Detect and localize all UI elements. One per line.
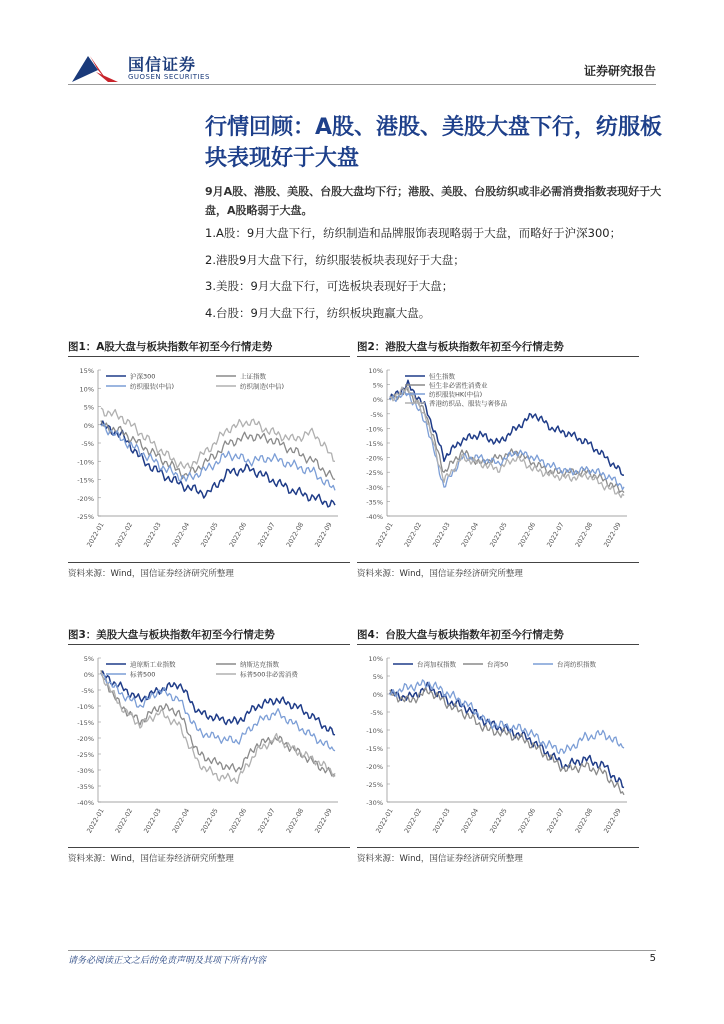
y-tick-label: -40% [77, 799, 94, 807]
y-tick-label: -35% [77, 783, 94, 791]
y-tick-label: 0% [83, 421, 94, 430]
x-tick-label: 2022-07 [545, 807, 566, 835]
x-tick-label: 2022-08 [573, 807, 595, 835]
series-line-3 [390, 680, 624, 754]
y-tick-label: 5% [83, 403, 94, 412]
y-tick-label: -25% [77, 751, 94, 759]
point-item: 3.美股：9月大盘下行，可选板块表现好于大盘； [205, 279, 454, 293]
y-tick-label: -25% [366, 469, 383, 478]
x-tick-label: 2022-04 [459, 807, 481, 835]
y-tick-label: -5% [81, 687, 94, 695]
x-tick-label: 2022-08 [284, 521, 306, 549]
x-tick-label: 2022-03 [431, 807, 452, 835]
figure-1-rule [68, 356, 350, 357]
legend-label: 台湾50 [487, 660, 509, 669]
legend-label: 标普500非必需消费 [240, 670, 298, 679]
section-title: 行情回顾：A股、港股、美股大盘下行，纺服板块表现好于大盘 [205, 115, 663, 171]
section-title-block [205, 112, 665, 174]
logo-text-cn: 国信证券 [128, 55, 197, 74]
x-tick-label: 2022-05 [199, 807, 220, 835]
x-tick-label: 2022-01 [374, 521, 395, 549]
x-tick-label: 2022-01 [374, 807, 395, 835]
x-tick-label: 2022-06 [516, 521, 538, 549]
x-tick-label: 2022-05 [199, 521, 220, 549]
figure-1-chart [68, 362, 350, 558]
x-tick-label: 2022-08 [573, 521, 595, 549]
x-tick-label: 2022-03 [142, 807, 163, 835]
y-tick-label: 10% [79, 385, 94, 394]
series-line-3 [101, 675, 335, 751]
y-tick-label: -10% [366, 425, 383, 434]
y-tick-label: -10% [77, 458, 94, 467]
y-tick-label: -30% [366, 799, 383, 807]
y-tick-label: -5% [370, 410, 383, 419]
y-tick-label: -15% [77, 476, 94, 485]
point-item: 1.A股：9月大盘下行，纺织制造和品牌服饰表现略弱于大盘，而略好于沪深300； [205, 226, 622, 240]
footer-disclaimer: 请务必阅读正文之后的免责声明及其项下所有内容 [68, 956, 267, 966]
x-tick-label: 2022-01 [85, 521, 106, 549]
y-tick-label: 5% [372, 673, 383, 681]
legend-label: 台湾加权指数 [417, 660, 456, 669]
x-tick-label: 2022-02 [113, 807, 135, 835]
y-tick-label: -20% [77, 494, 94, 503]
figure-2-source: 资料来源：Wind，国信证券经济研究所整理 [357, 569, 523, 579]
figure-2-title: 图2：港股大盘与板块指数年初至今行情走势 [357, 341, 564, 353]
legend-label: 纺织制造(中信) [240, 382, 285, 391]
x-tick-label: 2022-09 [602, 521, 623, 549]
legend-label: 标普500 [130, 670, 156, 679]
legend-label: 台湾纺织指数 [557, 660, 596, 669]
figure-3-source: 资料来源：Wind，国信证券经济研究所整理 [68, 854, 234, 864]
legend-label: 沪深300 [130, 372, 156, 381]
y-tick-label: -35% [366, 498, 383, 507]
y-tick-label: -40% [366, 513, 383, 521]
x-tick-label: 2022-04 [459, 521, 481, 549]
figure-4-title: 图4：台股大盘与板块指数年初至今行情走势 [357, 629, 564, 641]
figure-4-rule [357, 644, 639, 645]
y-tick-label: 5% [372, 381, 383, 390]
x-tick-label: 2022-06 [227, 521, 249, 549]
y-tick-label: -30% [77, 767, 94, 775]
y-tick-label: -25% [77, 513, 94, 521]
points-list [205, 225, 665, 331]
legend-label: 恒生非必需性消费业 [429, 381, 488, 390]
legend-label: 道琼斯工业指数 [130, 660, 176, 669]
x-tick-label: 2022-05 [488, 521, 509, 549]
x-tick-label: 2022-09 [313, 807, 334, 835]
x-tick-label: 2022-08 [284, 807, 306, 835]
y-tick-label: 10% [368, 655, 383, 663]
figure-3-bottom-rule [68, 847, 350, 848]
y-tick-label: -20% [366, 763, 383, 771]
footer-divider [68, 950, 656, 951]
y-tick-label: 0% [372, 691, 383, 699]
x-tick-label: 2022-09 [602, 807, 623, 835]
legend-label: 纳斯达克指数 [240, 660, 279, 669]
legend-label: 纺织服装(中信) [130, 382, 175, 391]
series-line-2 [390, 688, 624, 795]
x-tick-label: 2022-05 [488, 807, 509, 835]
header-divider [68, 84, 656, 85]
y-tick-label: -15% [366, 440, 383, 448]
y-tick-label: 0% [83, 671, 94, 679]
figure-3-chart [68, 650, 350, 844]
x-tick-label: 2022-04 [170, 521, 192, 549]
x-tick-label: 2022-03 [431, 521, 452, 549]
figure-3-title: 图3：美股大盘与板块指数年初至今行情走势 [68, 629, 275, 641]
series-line-4 [101, 408, 335, 468]
summary-text: 9月A股、港股、美股、台股大盘均下行；港股、美股、台股纺织或非必需消费指数表现好于大盘，A股略弱于大盘。 [205, 185, 662, 217]
y-tick-label: -20% [366, 454, 383, 463]
y-tick-label: -10% [77, 703, 94, 711]
figure-3-rule [68, 644, 350, 645]
y-tick-label: -5% [370, 709, 383, 717]
legend-label: 纺织服装HK(中信) [429, 390, 483, 399]
x-tick-label: 2022-09 [313, 521, 334, 549]
x-tick-label: 2022-06 [516, 807, 538, 835]
point-item: 4.台股：9月大盘下行，纺织板块跑赢大盘。 [205, 305, 431, 320]
y-tick-label: -20% [77, 735, 94, 743]
x-tick-label: 2022-02 [113, 521, 135, 549]
y-tick-label: -30% [366, 483, 383, 492]
legend-label: 恒生指数 [429, 372, 455, 381]
x-tick-label: 2022-07 [256, 807, 277, 835]
y-tick-label: -15% [366, 745, 383, 753]
series-line-4 [101, 672, 335, 783]
y-tick-label: 15% [79, 367, 94, 375]
y-tick-label: -25% [366, 781, 383, 789]
x-tick-label: 2022-02 [402, 521, 424, 549]
figure-4-bottom-rule [357, 847, 639, 848]
logo-text-en: GUOSEN SECURITIES [128, 73, 210, 81]
figure-1-source: 资料来源：Wind，国信证券经济研究所整理 [68, 569, 234, 579]
report-type-label: 证券研究报告 [583, 64, 656, 78]
x-tick-label: 2022-02 [402, 807, 424, 835]
series-line-3 [101, 424, 335, 490]
x-tick-label: 2022-07 [256, 521, 277, 549]
figure-2-bottom-rule [357, 562, 639, 563]
point-item: 2.港股9月大盘下行，纺织服装板块表现好于大盘； [205, 252, 465, 267]
figure-2-chart [357, 362, 639, 558]
x-tick-label: 2022-04 [170, 807, 192, 835]
figure-1-title: 图1：A股大盘与板块指数年初至今行情走势 [68, 341, 273, 353]
x-tick-label: 2022-07 [545, 521, 566, 549]
x-tick-label: 2022-03 [142, 521, 163, 549]
y-tick-label: 5% [83, 655, 94, 663]
guosen-logo-icon [68, 50, 124, 86]
figure-2-rule [357, 356, 639, 357]
y-tick-label: 0% [372, 396, 383, 405]
y-tick-label: 10% [368, 367, 383, 375]
y-tick-label: -5% [81, 440, 94, 448]
legend-label: 香港纺织品、服装与奢侈品 [429, 399, 507, 408]
page-number: 5 [649, 953, 656, 964]
x-tick-label: 2022-01 [85, 807, 106, 835]
y-tick-label: -10% [366, 727, 383, 735]
figure-4-source: 资料来源：Wind，国信证券经济研究所整理 [357, 854, 523, 864]
figure-1-bottom-rule [68, 562, 350, 563]
x-tick-label: 2022-06 [227, 807, 249, 835]
figure-4-chart [357, 650, 639, 844]
y-tick-label: -15% [77, 719, 94, 727]
legend-label: 上证指数 [240, 372, 266, 381]
